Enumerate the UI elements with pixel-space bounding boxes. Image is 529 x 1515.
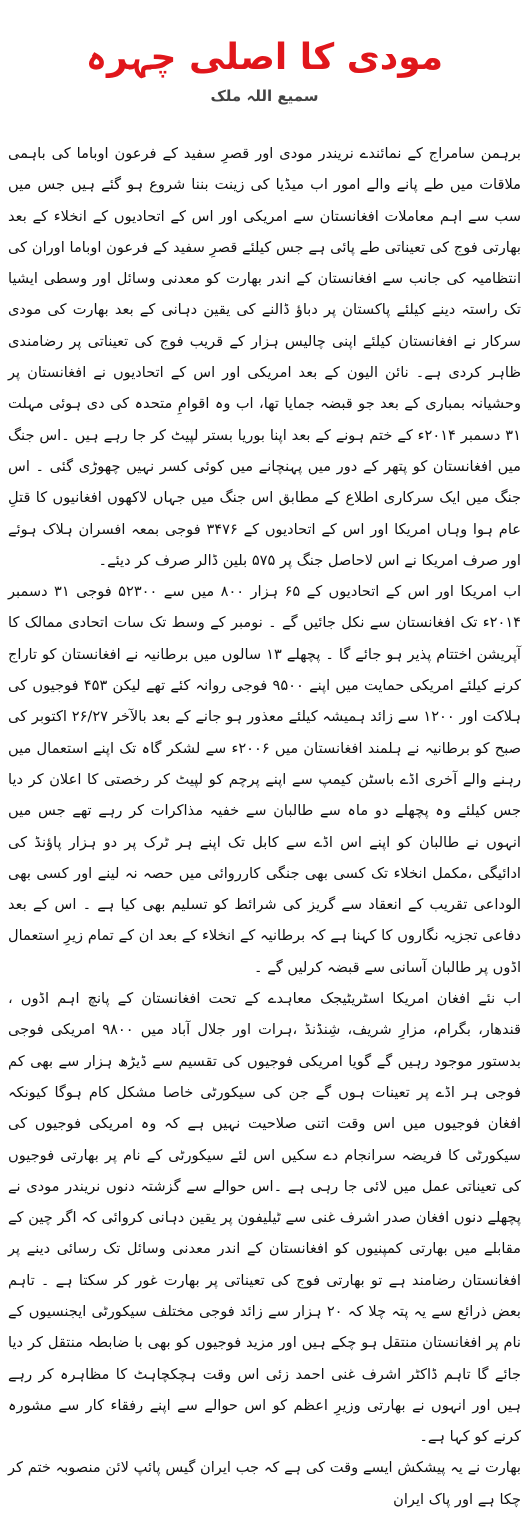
- author-byline: سمیع اللہ ملک: [210, 87, 319, 105]
- article-paragraph-1: برہمن سامراج کے نمائندے نریندر مودی اور قصرِ سفید کے فرعون اوباما کی باہمی ملاقات میں طے پانے والے امور اب میڈیا کی زینت بننا شروع ہو گئے ہیں جس میں سب سے اہم معاملات افغانستان سے امریکی اور اس کے اتحادیوں کے انخلاء کے بعد بھارتی فوج کی تعیناتی طے پائی ہے جس کیلئے قصرِ سفید کے فرعون اوباما اوران کی انتظامیہ کی جانب سے افغانستان کے اندر بھارت کو معدنی وسائل اور وسطی ایشیا تک راستہ دینے کیلئے پاکستان پر دباؤ ڈالنے کی یقین دہانی کے بعد بھارت کی مودی سرکار نے افغانستان کیلئے اپنی چالیس ہزار کے قریب فوج کی تعیناتی پر رضامندی ظاہر کردی ہے۔ نائن الیون کے بعد امریکی اور اس کے اتحادیوں نے افغانستان پر وحشیانہ بمباری کے بعد جو قبضہ جمایا تھا، اب وہ اقوامِ متحدہ کی دی ہوئی مہلت ۳۱ دسمبر ۲۰۱۴ء کے ختم ہونے کے بعد اپنا بوریا بستر لپیٹ کر جا رہے ہیں ۔اس جنگ میں افغانستان کو پتھر کے دور میں پہنچانے میں کوئی کسر نہیں چھوڑی گئی ۔ اس جنگ میں ایک سرکاری اطلاع کے مطابق اس جنگ میں جہاں لاکھوں افغانیوں کا قتلِ عام ہوا وہاں امریکا اور اس کے اتحادیوں کے ۳۴۷۶ فوجی بمعہ افسران ہلاک ہوئے اور صرف امریکا نے اس لاحاصل جنگ پر ۵۷۵ بلین ڈالر صرف کر دیئے۔: [8, 145, 521, 569]
- article-paragraph-3: اب نئے افغان امریکا اسٹریٹیجک معاہدے کے تحت افغانستان کے پانچ اہم اڈوں ، قندھار، بگرام، مزارِ شریف، شِنڈنڈ ،ہرات اور جلال آباد میں ۹۸۰۰ امریکی فوجی بدستور موجود رہیں گے گویا امریکی فوجیوں کی تقسیم سے ڈیڑھ ہزار سے بھی کم فوجی ہر اڈے پر تعینات ہوں گے جن کی سیکورٹی خاصا مشکل کام ہوگا کیونکہ افغان فوجیوں میں اس وقت اتنی صلاحیت نہیں ہے کہ وہ امریکی فوجیوں کی سیکورٹی کا فریضہ سرانجام دے سکیں اس لئے سیکورٹی کے نام پر بھارتی فوجیوں کی تعیناتی عمل میں لائی جا رہی ہے ۔اس حوالے سے گزشتہ دنوں نریندر مودی نے پچھلے دنوں افغان صدر اشرف غنی سے ٹیلیفون پر یقین دہانی کروائی کہ اگر چین کے مقابلے میں بھارتی کمپنیوں کو افغانستان کے اندر معدنی وسائل تک رسائی دینے پر افغانستان رضامند ہے تو بھارتی فوج کی تعیناتی پر بھارت غور کر سکتا ہے ۔ تاہم بعض ذرائع سے یہ پتہ چلا کہ ۲۰ ہزار سے زائد فوجی مختلف سیکورٹی ایجنسیوں کے نام پر افغانستان منتقل ہو چکے ہیں اور مزید فوجیوں کو بھی با ضابطہ منتقل کر دیا جائے گا تاہم ڈاکٹر اشرف غنی احمد زئی اس وقت ہچکچاہٹ کا مظاہرہ کر رہے ہیں اور انہوں نے بھارتی وزیرِ اعظم کو اس حوالے سے اپنے رفقاء کار سے مشورہ کرنے کو کہا ہے۔: [8, 990, 522, 1446]
- article-page: [0, 36, 529, 1508]
- article-body: [8, 138, 521, 1515]
- article-paragraph-4: بھارت نے یہ پیشکش ایسے وقت کی ہے کہ جب ایران گیس پائپ لائن منصوبہ ختم کر چکا ہے اور پاک ایران: [8, 1459, 521, 1508]
- headline: مودی کا اصلی چہرہ: [85, 37, 444, 78]
- article-paragraph-2: اب امریکا اور اس کے اتحادیوں کے ۶۵ ہزار ۸۰۰ میں سے ۵۲۳۰۰ فوجی ۳۱ دسمبر ۲۰۱۴ء تک افغانستان سے نکل جائیں گے ۔ نومبر کے وسط تک سات اتحادی ممالک کا آپریشن اختتام پذیر ہو جائے گا ۔ پچھلے ۱۳ سالوں میں برطانیہ نے افغانستان کو تاراج کرنے کیلئے امریکی حمایت میں اپنے ۹۵۰۰ فوجی روانہ کئے تھے لیکن ۴۵۳ فوجیوں کی ہلاکت اور ۱۲۰۰ سے زائد ہمیشہ کیلئے معذور ہو جانے کے بعد بالآخر ۲۶/۲۷ اکتوبر کی صبح کو برطانیہ نے ہلمند افغانستان میں ۲۰۰۶ء سے لشکر گاہ تک اپنے استعمال میں رہنے والے آخری اڈے باسٹن کیمپ سے اپنے پرچم کو لپیٹ کر رخصتی کا اعلان کر دیا جس کیلئے وہ پچھلے دو ماہ سے طالبان سے خفیہ مذاکرات کر رہے تھے جس میں انہوں نے طالبان کو اپنے اس اڈے سے کابل تک اپنے ہر ٹرک پر دو ہزار پاؤنڈ کی ادائیگی ،مکمل انخلاء تک کسی بھی جنگی کارروائی میں حصہ نہ لینے اور کسی بھی الوداعی تقریب کے انعقاد سے گریز کی شرائط کو تسلیم بھی کیا ہے ۔ اس کے بعد دفاعی تجزیہ نگاروں کا کہنا ہے کہ برطانیہ کے انخلاء کے بعد ان کے تمام زیرِ استعمال اڈوں پر طالبان آسانی سے قبضہ کرلیں گے ۔: [8, 583, 522, 976]
